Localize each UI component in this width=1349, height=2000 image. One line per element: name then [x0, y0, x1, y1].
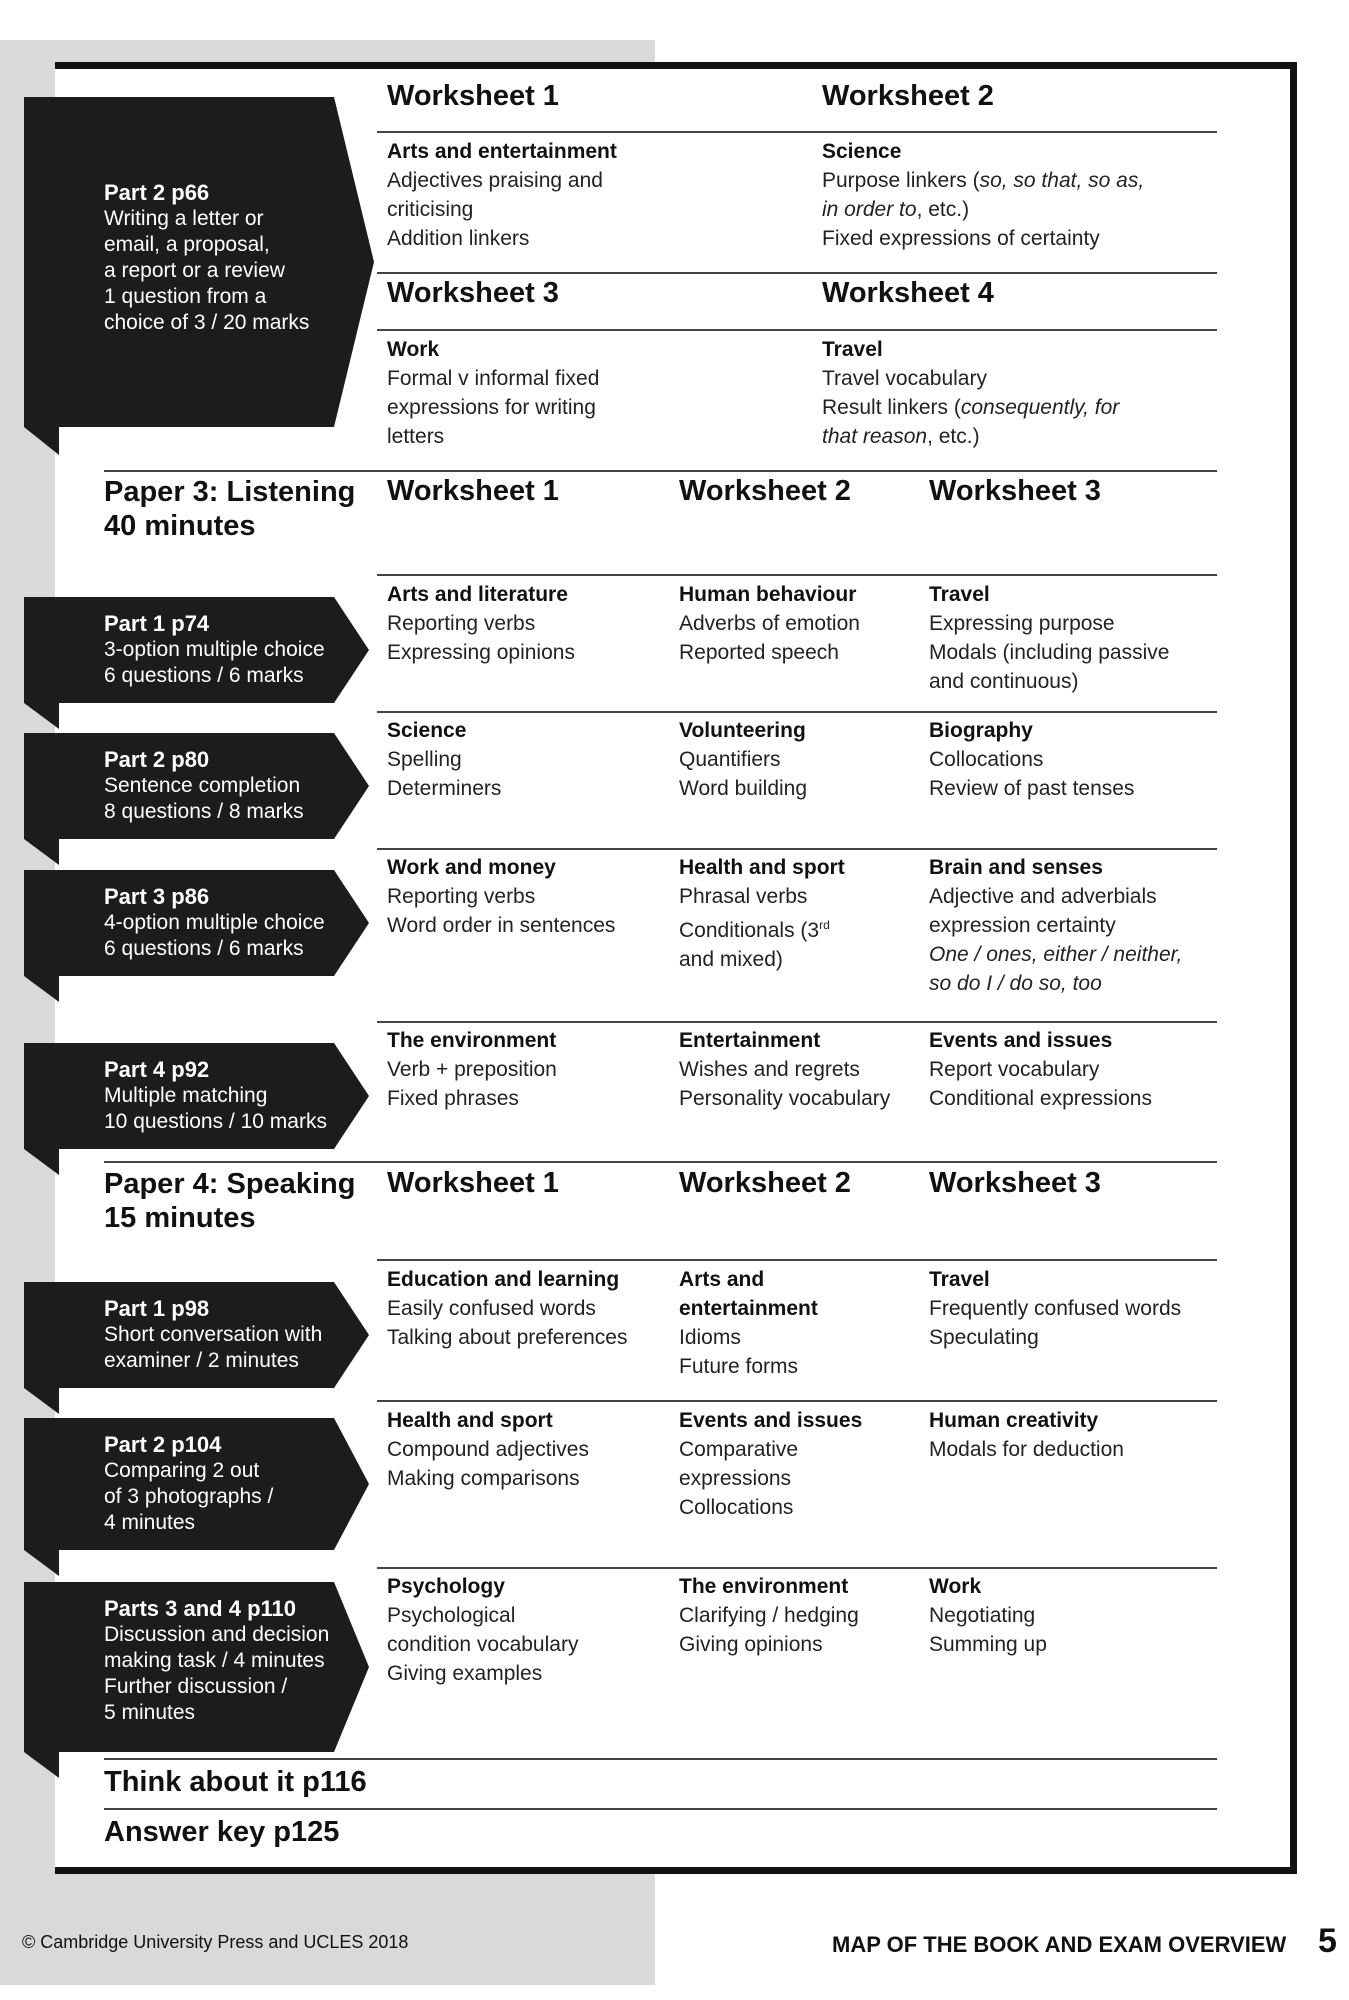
cell-line: Fixed expressions of certainty: [822, 227, 1100, 250]
worksheet-cell: [929, 1026, 1152, 1113]
cell-line: Review of past tenses: [929, 777, 1135, 800]
divider: [377, 1567, 1217, 1569]
cell-line: Idioms: [679, 1326, 741, 1349]
cell-line: expressions: [679, 1467, 792, 1490]
tab-line: 1 question from a: [104, 285, 267, 308]
tab-line: choice of 3 / 20 marks: [104, 311, 310, 334]
tab-line: examiner / 2 minutes: [104, 1349, 299, 1372]
tab-title: Part 2 p80: [104, 747, 210, 772]
tab-line: Sentence completion: [104, 774, 301, 797]
divider: [104, 1808, 1217, 1810]
cell-line: Result linkers (consequently, for: [822, 396, 1120, 419]
tab-title: Part 2 p104: [104, 1432, 222, 1457]
cell-line: and continuous): [929, 670, 1079, 693]
worksheet-heading: Worksheet 1: [387, 475, 559, 507]
cell-line: Conditionals (3rd: [679, 918, 830, 942]
worksheet-cell: [679, 1572, 859, 1659]
cell-line: Adjective and adverbials: [929, 885, 1157, 908]
cell-line: Speculating: [929, 1326, 1039, 1349]
think-about-it-heading: Think about it p116: [104, 1766, 367, 1798]
cell-line: Determiners: [387, 777, 502, 800]
cell-topic: Work: [387, 338, 440, 361]
cell-topic: Health and sport: [387, 1409, 553, 1432]
tab-line: Writing a letter or: [104, 207, 264, 230]
worksheet-heading: Worksheet 2: [679, 1167, 851, 1199]
tab-text: [104, 1432, 273, 1536]
cell-topic: entertainment: [679, 1297, 818, 1320]
tab-title: Part 1 p98: [104, 1296, 210, 1321]
tab-text: [104, 747, 304, 825]
cell-line: in order to, etc.): [822, 198, 970, 221]
cell-line: Expressing purpose: [929, 612, 1115, 635]
cell-line: Compound adjectives: [387, 1438, 589, 1461]
tab-line: Comparing 2 out: [104, 1459, 260, 1482]
tab-line: 8 questions / 8 marks: [104, 800, 304, 823]
cell-topic: Brain and senses: [929, 856, 1103, 879]
cell-line: Word order in sentences: [387, 914, 616, 937]
worksheet-cell: [822, 137, 1144, 253]
tab-text: [104, 884, 325, 962]
copyright-notice: © Cambridge University Press and UCLES 2018: [22, 1932, 409, 1952]
tab-text: [104, 1296, 322, 1374]
cell-topic: Events and issues: [929, 1029, 1113, 1052]
cell-line: Reporting verbs: [387, 885, 536, 908]
paper3-title: [104, 475, 355, 543]
cell-line: Word building: [679, 777, 808, 800]
tab-title: Part 4 p92: [104, 1057, 210, 1082]
divider: [377, 574, 1217, 576]
cell-topic: Volunteering: [679, 719, 806, 742]
worksheet-cell: [387, 335, 599, 451]
cell-topic: Health and sport: [679, 856, 845, 879]
worksheet-cell: [387, 716, 501, 803]
worksheet-cell: [822, 335, 1119, 451]
cell-topic: Travel: [929, 1268, 990, 1291]
divider: [104, 1758, 1217, 1760]
tab-text: [104, 1596, 329, 1726]
worksheet-cell: [929, 1572, 1047, 1659]
cell-line: Reporting verbs: [387, 612, 536, 635]
cell-line: Collocations: [929, 748, 1044, 771]
cell-line: Summing up: [929, 1633, 1047, 1656]
cell-line: Purpose linkers (so, so that, so as,: [822, 169, 1145, 192]
tab-line: 4-option multiple choice: [104, 911, 325, 934]
divider: [377, 131, 1217, 133]
cell-line: Addition linkers: [387, 227, 530, 250]
worksheet-cell: [387, 1265, 628, 1352]
worksheet-heading: Worksheet 3: [387, 277, 559, 309]
cell-line: that reason, etc.): [822, 425, 980, 448]
tab-line: 5 minutes: [104, 1701, 196, 1724]
tab-line: Multiple matching: [104, 1084, 268, 1107]
worksheet-cell: [387, 1026, 557, 1113]
cell-line: Easily confused words: [387, 1297, 596, 1320]
divider: [377, 1259, 1217, 1261]
cell-line: Future forms: [679, 1355, 799, 1378]
worksheet-heading: Worksheet 2: [679, 475, 851, 507]
worksheet-cell: [679, 853, 845, 974]
cell-topic: Psychology: [387, 1575, 505, 1598]
tab-title: Part 1 p74: [104, 611, 210, 636]
cell-line: so do I / do so, too: [929, 972, 1102, 995]
worksheet-cell: [929, 1265, 1181, 1352]
worksheet-cell: [679, 1265, 818, 1381]
cell-line: Collocations: [679, 1496, 794, 1519]
cell-topic: Travel: [822, 338, 883, 361]
cell-line: Reported speech: [679, 641, 839, 664]
tab-line: 4 minutes: [104, 1511, 196, 1534]
cell-topic: Science: [822, 140, 902, 163]
cell-line: Formal v informal fixed: [387, 367, 600, 390]
tab-line: Discussion and decision: [104, 1623, 330, 1646]
tab-line: of 3 photographs /: [104, 1485, 274, 1508]
worksheet-cell: [387, 853, 615, 940]
cell-line: Expressing opinions: [387, 641, 575, 664]
cell-topic: Arts and: [679, 1268, 765, 1291]
cell-topic: Human creativity: [929, 1409, 1099, 1432]
worksheet-cell: [679, 716, 807, 803]
tab-text: [104, 611, 325, 689]
cell-line: Making comparisons: [387, 1467, 580, 1490]
cell-line: Quantifiers: [679, 748, 781, 771]
tab-line: email, a proposal,: [104, 233, 270, 256]
tab-text: [104, 1057, 327, 1135]
paper-title-line: Paper 3: Listening: [104, 476, 356, 508]
cell-topic: Work: [929, 1575, 982, 1598]
paper-duration: 40 minutes: [104, 510, 256, 542]
cell-topic: Science: [387, 719, 467, 742]
cell-line: condition vocabulary: [387, 1633, 579, 1656]
cell-line: Wishes and regrets: [679, 1058, 860, 1081]
cell-line: Phrasal verbs: [679, 885, 808, 908]
paper-duration: 15 minutes: [104, 1202, 256, 1234]
worksheet-cell: [929, 580, 1169, 696]
tab-title: Part 3 p86: [104, 884, 210, 909]
cell-topic: The environment: [387, 1029, 557, 1052]
worksheet-heading: Worksheet 2: [822, 80, 994, 112]
cell-line: One / ones, either / neither,: [929, 943, 1183, 966]
tab-line: Short conversation with: [104, 1323, 323, 1346]
tab-line: making task / 4 minutes: [104, 1649, 325, 1672]
divider: [377, 711, 1217, 713]
tab-line: a report or a review: [104, 259, 285, 282]
cell-line: Fixed phrases: [387, 1087, 519, 1110]
cell-line: Negotiating: [929, 1604, 1036, 1627]
worksheet-cell: [387, 1406, 589, 1493]
page-number: 5: [1318, 1922, 1337, 1960]
worksheet-heading: Worksheet 1: [387, 1167, 559, 1199]
cell-line: Conditional expressions: [929, 1087, 1152, 1110]
paper4-title: [104, 1167, 355, 1235]
cell-topic: Travel: [929, 583, 990, 606]
tab-line: 3-option multiple choice: [104, 638, 325, 661]
cell-line: Talking about preferences: [387, 1326, 628, 1349]
cell-topic: Arts and literature: [387, 583, 568, 606]
cell-line: Modals (including passive: [929, 641, 1170, 664]
divider: [377, 1021, 1217, 1023]
answer-key-heading: Answer key p125: [104, 1816, 340, 1848]
paper-title-line: Paper 4: Speaking: [104, 1168, 356, 1200]
tab-line: 10 questions / 10 marks: [104, 1110, 327, 1133]
divider: [104, 1161, 1217, 1163]
cell-line: Personality vocabulary: [679, 1087, 891, 1110]
divider: [377, 329, 1217, 331]
worksheet-cell: [929, 716, 1134, 803]
cell-line: Spelling: [387, 748, 462, 771]
cell-line: criticising: [387, 198, 474, 221]
cell-line: Adverbs of emotion: [679, 612, 860, 635]
cell-line: Frequently confused words: [929, 1297, 1182, 1320]
worksheet-heading: Worksheet 3: [929, 475, 1101, 507]
cell-line: expression certainty: [929, 914, 1116, 937]
worksheet-heading: Worksheet 3: [929, 1167, 1101, 1199]
cell-topic: Entertainment: [679, 1029, 821, 1052]
cell-line: Travel vocabulary: [822, 367, 987, 390]
divider: [377, 848, 1217, 850]
worksheet-heading: Worksheet 4: [822, 277, 994, 309]
worksheet-cell: [387, 137, 617, 253]
cell-topic: Events and issues: [679, 1409, 863, 1432]
worksheet-heading: Worksheet 1: [387, 80, 559, 112]
section-title: MAP OF THE BOOK AND EXAM OVERVIEW: [832, 1932, 1287, 1957]
cell-line: Comparative: [679, 1438, 799, 1461]
tab-line: 6 questions / 6 marks: [104, 664, 304, 687]
tab-line: Further discussion /: [104, 1675, 288, 1698]
worksheet-cell: [387, 580, 575, 667]
cell-line: Adjectives praising and: [387, 169, 603, 192]
cell-line: Clarifying / hedging: [679, 1604, 859, 1627]
cell-line: Modals for deduction: [929, 1438, 1124, 1461]
tab-title: Parts 3 and 4 p110: [104, 1596, 296, 1621]
tab-line: 6 questions / 6 marks: [104, 937, 304, 960]
cell-topic: Arts and entertainment: [387, 140, 617, 163]
cell-topic: Biography: [929, 719, 1033, 742]
divider: [104, 470, 1217, 472]
cell-line: Report vocabulary: [929, 1058, 1100, 1081]
cell-line: Giving examples: [387, 1662, 543, 1685]
worksheet-cell: [929, 853, 1182, 998]
cell-topic: Human behaviour: [679, 583, 857, 606]
worksheet-cell: [679, 1026, 890, 1113]
worksheet-cell: [679, 1406, 862, 1522]
cell-line: and mixed): [679, 948, 783, 971]
cell-line: Giving opinions: [679, 1633, 823, 1656]
cell-topic: Work and money: [387, 856, 556, 879]
worksheet-cell: [679, 580, 860, 667]
divider: [377, 1400, 1217, 1402]
tab-title: Part 2 p66: [104, 180, 210, 205]
cell-topic: Education and learning: [387, 1268, 620, 1291]
cell-line: Verb + preposition: [387, 1058, 557, 1081]
cell-line: letters: [387, 425, 445, 448]
worksheet-cell: [929, 1406, 1124, 1464]
worksheet-cell: [387, 1572, 578, 1688]
divider: [377, 272, 1217, 274]
cell-topic: The environment: [679, 1575, 849, 1598]
tab-text: [104, 180, 309, 336]
cell-line: expressions for writing: [387, 396, 596, 419]
cell-line: Psychological: [387, 1604, 516, 1627]
